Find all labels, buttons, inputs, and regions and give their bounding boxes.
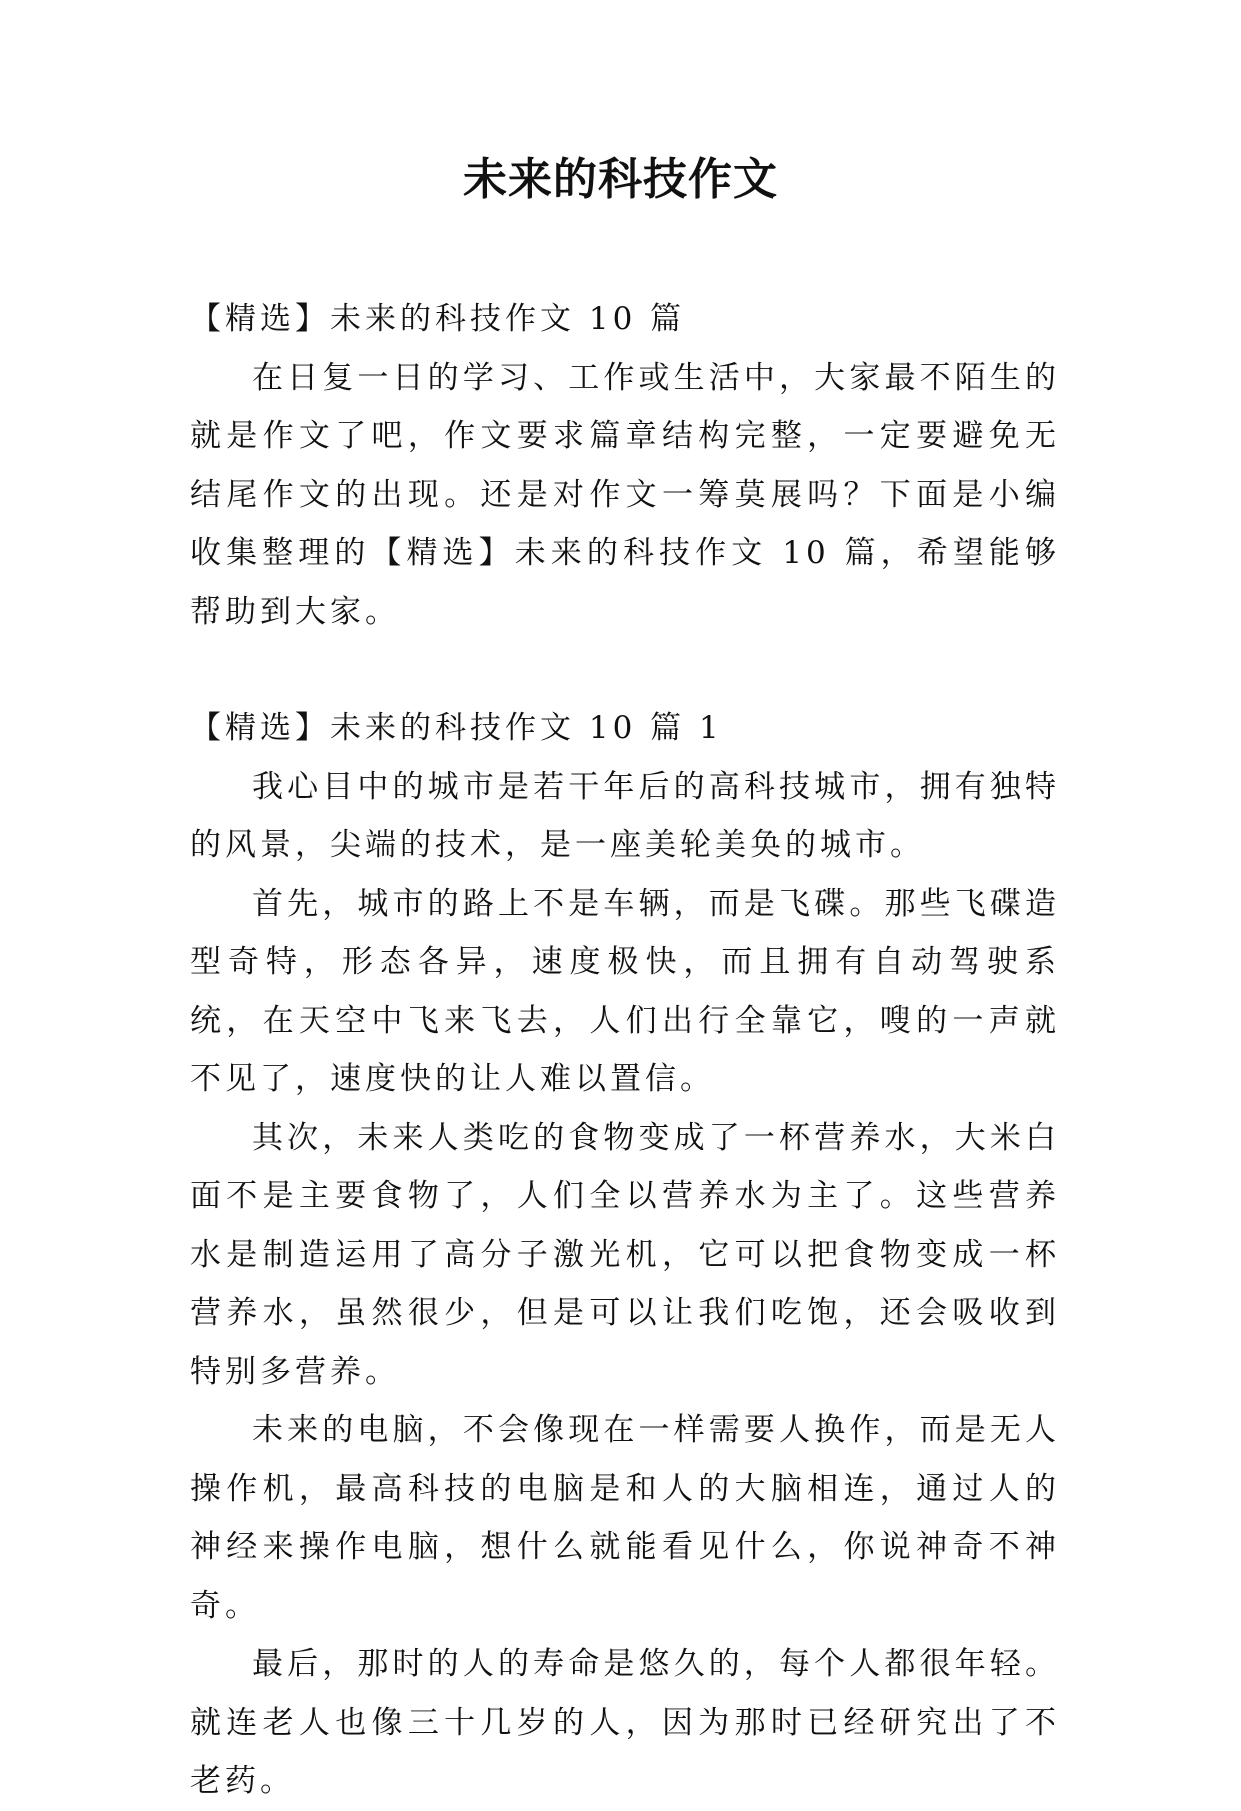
essay-1-paragraph-4: 未来的电脑，不会像现在一样需要人换作，而是无人操作机，最高科技的电脑是和人的大脑相连，通过人的神经来操作电脑，想什么就能看见什么，你说神奇不神奇。: [190, 1412, 1060, 1624]
essay-1-paragraph-3: 其次，未来人类吃的食物变成了一杯营养水，大米白面不是主要食物了，人们全以营养水为主了。这些营养水是制造运用了高分子激光机，它可以把食物变成一杯营养水，虽然很少，但是可以让我们吃饱，还会吸收到特别多营养。: [190, 1119, 1060, 1390]
intro-heading: 【精选】未来的科技作文 10 篇: [190, 301, 686, 337]
essay-1-paragraph-2: 首先，城市的路上不是车辆，而是飞碟。那些飞碟造型奇特，形态各异，速度极快，而且拥有自动驾驶系统，在天空中飞来飞去，人们出行全靠它，嗖的一声就不见了，速度快的让人难以置信。: [190, 885, 1060, 1097]
intro-paragraph: 在日复一日的学习、工作或生活中，大家最不陌生的就是作文了吧，作文要求篇章结构完整，一定要避免无结尾作文的出现。还是对作文一筹莫展吗？下面是小编收集整理的【精选】未来的科技作文 10 篇，希望能够帮助到大家。: [190, 359, 1060, 630]
document-body: [190, 290, 1060, 1811]
document-title: 未来的科技作文: [463, 154, 778, 205]
essay-1-paragraph-1: 我心目中的城市是若干年后的高科技城市，拥有独特的风景，尖端的技术，是一座美轮美奂的城市。: [190, 768, 1060, 863]
essay-1-heading: 【精选】未来的科技作文 10 篇 1: [190, 710, 723, 746]
essay-1-paragraph-5: 最后，那时的人的寿命是悠久的，每个人都很年轻。就连老人也像三十几岁的人，因为那时已经研究出了不老药。: [190, 1646, 1060, 1799]
section-spacer: [190, 641, 1060, 699]
